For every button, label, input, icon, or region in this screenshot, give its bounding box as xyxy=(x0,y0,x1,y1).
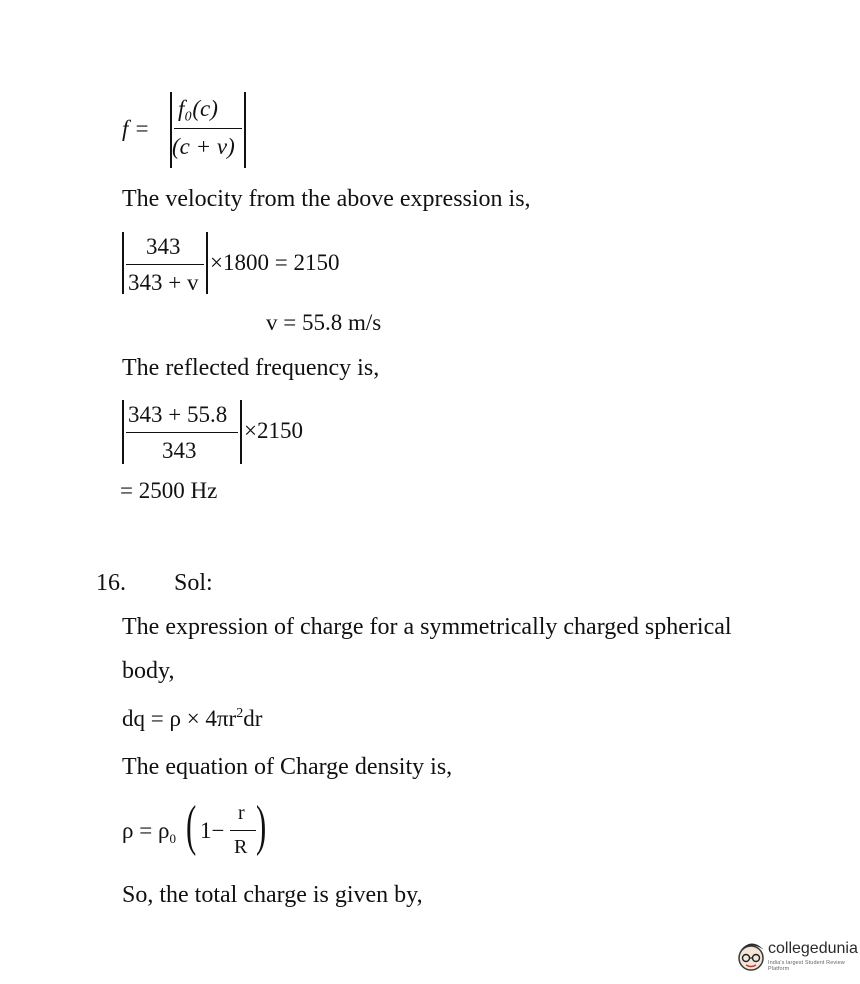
eq7-one-minus: 1− xyxy=(200,818,225,843)
eq6-lhs: dq = ρ × 4πr xyxy=(122,706,237,731)
eq7-fraction-bar xyxy=(230,830,256,831)
eq4-abs-left xyxy=(122,400,124,464)
question-number: 16. xyxy=(96,570,126,596)
eq4-rhs: ×2150 xyxy=(244,418,303,443)
logo-wordmark: collegedunia xyxy=(768,940,858,957)
text-charge-expression-1: The expression of charge for a symmetrically charged spherical xyxy=(122,614,732,640)
eq4-fraction-bar xyxy=(126,432,238,433)
eq1-fraction-bar xyxy=(174,128,242,129)
solution-label: Sol: xyxy=(174,570,213,596)
eq4-denominator: 343 xyxy=(162,438,197,463)
eq7-lhs xyxy=(122,818,176,844)
text-density-intro: The equation of Charge density is, xyxy=(122,754,453,780)
eq2-fraction-bar xyxy=(126,264,204,265)
eq1-numerator: f₀(c) xyxy=(178,96,218,121)
text-reflected-intro: The reflected frequency is, xyxy=(122,355,380,381)
eq7-subscript: 0 xyxy=(169,831,176,846)
eq2-rhs: ×1800 = 2150 xyxy=(210,250,340,275)
eq2-numerator: 343 xyxy=(146,234,181,259)
eq4-abs-right xyxy=(240,400,242,464)
text-velocity-intro: The velocity from the above expression is, xyxy=(122,186,531,212)
eq1-abs-right xyxy=(244,92,246,168)
eq6-rhs: dr xyxy=(243,706,263,731)
eq6-exponent: 2 xyxy=(236,706,244,721)
eq4-numerator: 343 + 55.8 xyxy=(128,402,228,427)
eq1-lhs: f = xyxy=(122,116,150,141)
eq7-numerator: r xyxy=(238,802,245,824)
eq7-left-paren: ( xyxy=(186,795,197,857)
equation-reflected-result: = 2500 Hz xyxy=(120,478,218,503)
text-total-charge: So, the total charge is given by, xyxy=(122,882,423,908)
text-charge-expression-2: body, xyxy=(122,658,175,684)
eq1-denominator: (c + v) xyxy=(172,134,235,159)
eq7-rho-lhs: ρ = ρ xyxy=(122,818,170,843)
equation-charge-element xyxy=(122,706,262,732)
logo-tagline: India's largest Student Review Platform xyxy=(768,960,845,972)
eq7-right-paren: ) xyxy=(256,795,267,857)
eq2-denominator: 343 + v xyxy=(128,270,199,295)
eq2-abs-right xyxy=(206,232,208,294)
eq7-denominator: R xyxy=(234,836,248,858)
eq2-abs-left xyxy=(122,232,124,294)
equation-velocity-result: v = 55.8 m/s xyxy=(266,310,382,335)
